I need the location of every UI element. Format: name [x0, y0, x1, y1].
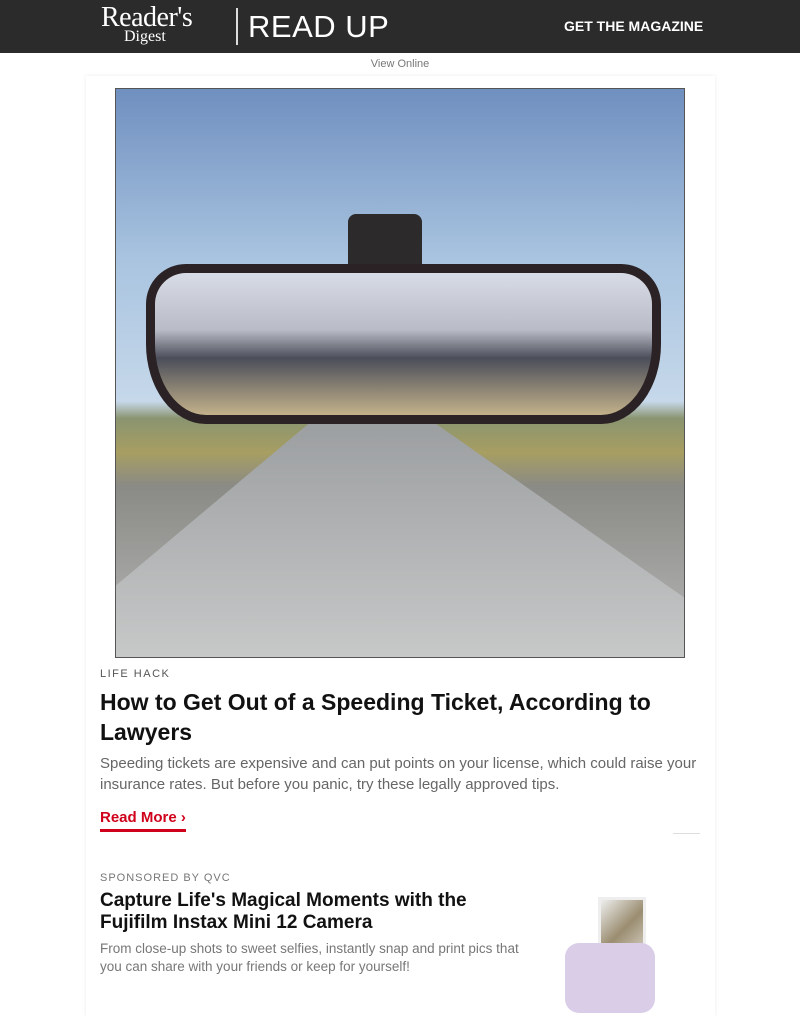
mirror-mount [348, 214, 422, 264]
header [0, 0, 800, 53]
road [116, 418, 684, 657]
sponsored-description: From close-up shots to sweet selfies, instantly snap and print pics that you can share with your friends or keep for yourself! [100, 941, 519, 974]
article-description: Speeding tickets are expensive and can put points on your license, which could raise your insurance rates. But before you panic, try these legally approved tips. [100, 755, 697, 793]
sponsored-title[interactable]: Capture Life's Magical Moments with the Fujifilm Instax Mini 12 Camera [100, 890, 467, 933]
get-magazine-link[interactable]: GET THE MAGAZINE [564, 18, 704, 34]
logo-line1: Reader's [101, 2, 193, 33]
hero-image-rearview-mirror[interactable] [115, 88, 685, 658]
logo-line2: Digest [124, 28, 166, 45]
instant-photo [598, 897, 646, 947]
mirror [146, 264, 661, 424]
divider [673, 833, 700, 834]
sponsored-label: SPONSORED BY QVC [100, 872, 231, 884]
header-divider [236, 8, 238, 45]
instax-camera-image[interactable] [565, 897, 655, 1000]
readers-digest-logo[interactable] [101, 4, 192, 45]
view-online-link[interactable]: View Online [370, 58, 430, 70]
section-title: READ UP [248, 9, 390, 44]
read-more-link[interactable]: Read More › [100, 809, 186, 832]
article-title[interactable]: How to Get Out of a Speeding Ticket, According to Lawyers [100, 689, 651, 745]
camera-body [565, 943, 655, 1013]
article-category: LIFE HACK [100, 668, 171, 680]
